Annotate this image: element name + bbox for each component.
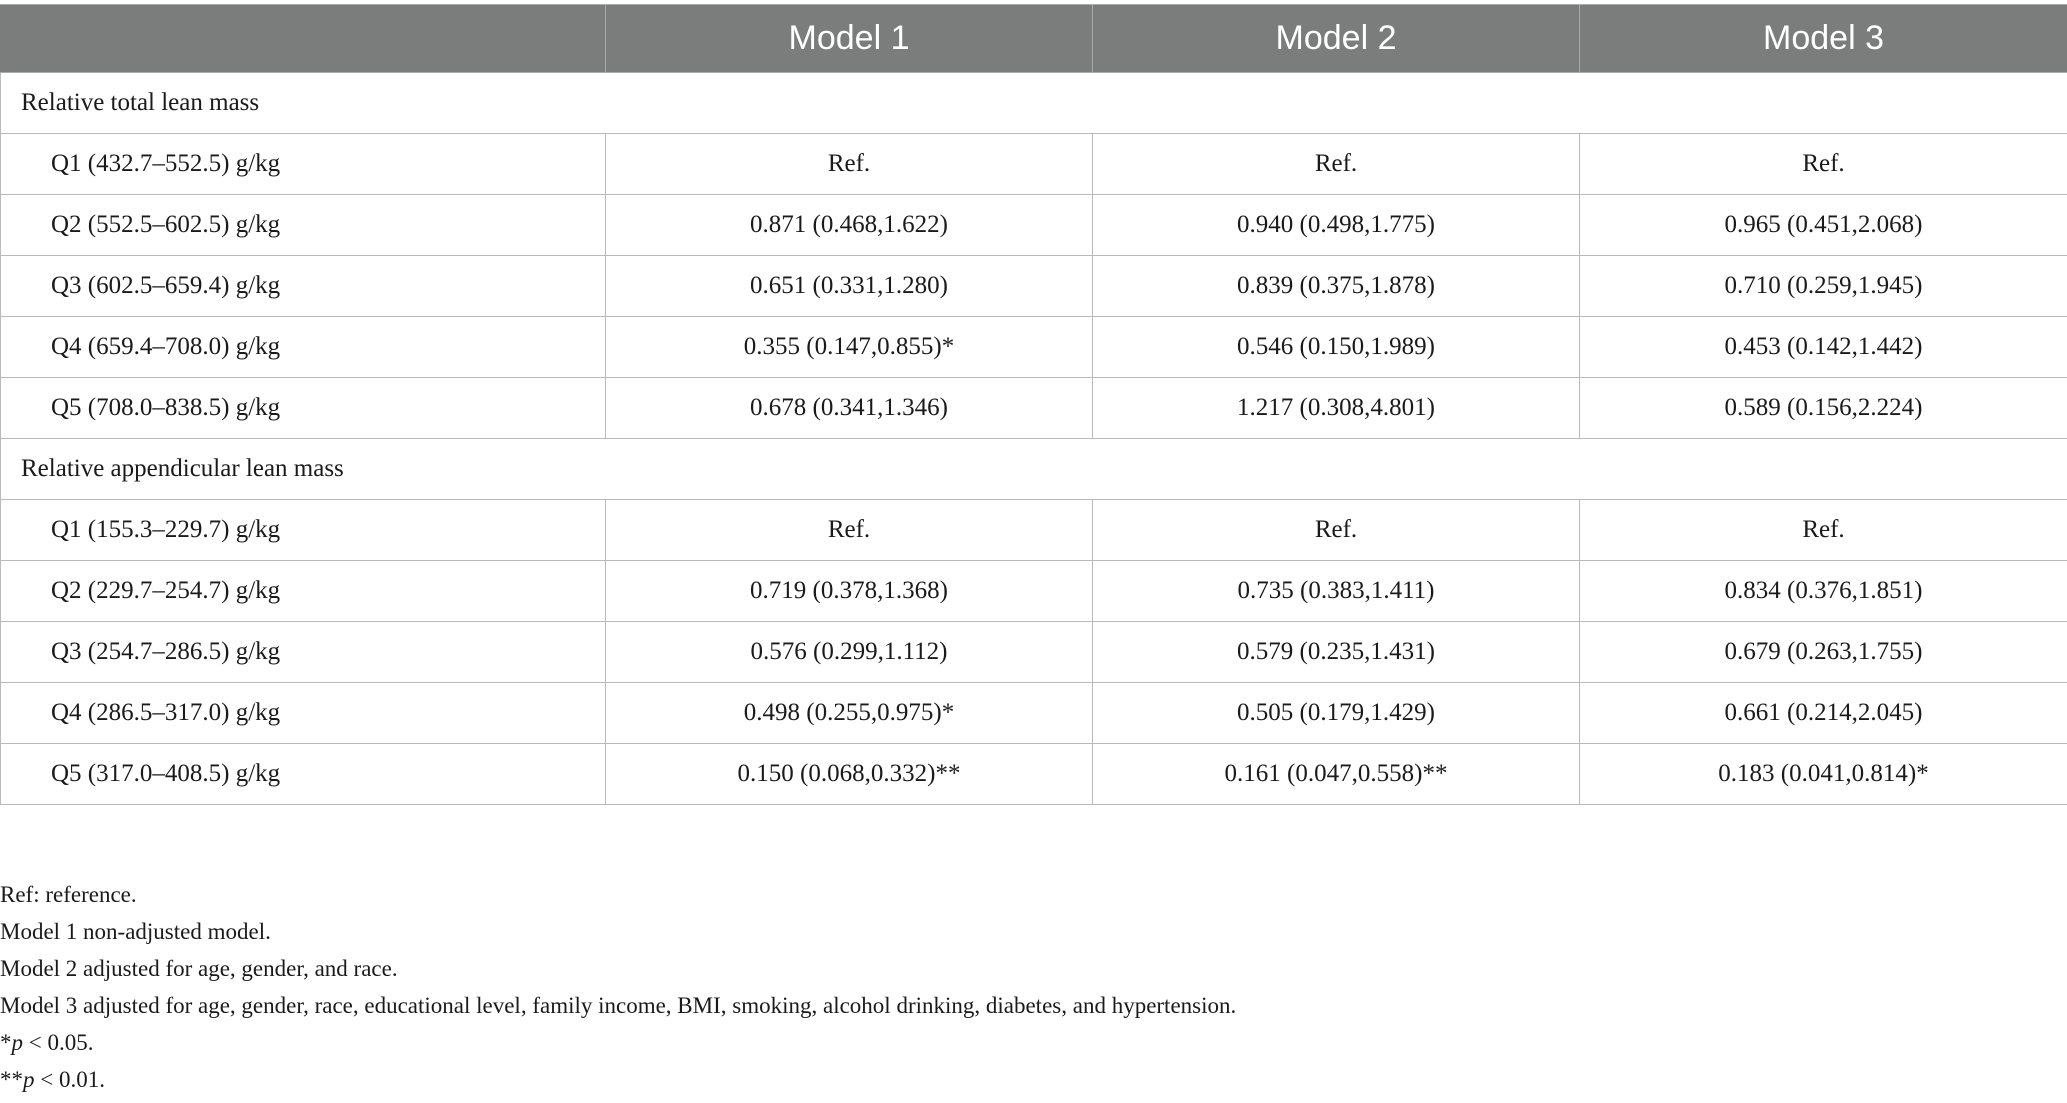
footnote-significance-01 [0, 1061, 1236, 1098]
model-3-value: 0.453 (0.142,1.442) [1580, 317, 2067, 378]
table-row [1, 500, 2067, 561]
row-label: Q4 (659.4–708.0) g/kg [1, 317, 606, 378]
threshold-text: < 0.05. [23, 1030, 94, 1055]
table-row [1, 683, 2067, 744]
model-2-value: 1.217 (0.308,4.801) [1093, 378, 1580, 439]
model-2-value: Ref. [1093, 134, 1580, 195]
table-row [1, 134, 2067, 195]
header-model-1: Model 1 [606, 5, 1093, 73]
results-table-container [0, 4, 2067, 805]
row-label: Q3 (254.7–286.5) g/kg [1, 622, 606, 683]
header-empty [1, 5, 606, 73]
row-label: Q1 (432.7–552.5) g/kg [1, 134, 606, 195]
model-1-value: 0.871 (0.468,1.622) [606, 195, 1093, 256]
header-model-2: Model 2 [1093, 5, 1580, 73]
model-3-value: 0.679 (0.263,1.755) [1580, 622, 2067, 683]
model-1-value: 0.576 (0.299,1.112) [606, 622, 1093, 683]
table-row [1, 317, 2067, 378]
model-2-value: 0.940 (0.498,1.775) [1093, 195, 1580, 256]
header-row [1, 5, 2067, 73]
table-row [1, 195, 2067, 256]
row-label: Q5 (317.0–408.5) g/kg [1, 744, 606, 805]
p-symbol: p [11, 1030, 23, 1055]
model-3-value: 0.661 (0.214,2.045) [1580, 683, 2067, 744]
footnote-model-2: Model 2 adjusted for age, gender, and race. [0, 956, 398, 981]
asterisk-single: * [0, 1030, 12, 1055]
row-label: Q2 (552.5–602.5) g/kg [1, 195, 606, 256]
model-1-value: 0.678 (0.341,1.346) [606, 378, 1093, 439]
table-row [1, 744, 2067, 805]
section-row-appendicular [1, 439, 2067, 500]
footnote-model-1: Model 1 non-adjusted model. [0, 919, 271, 944]
model-3-value: 0.965 (0.451,2.068) [1580, 195, 2067, 256]
model-1-value: 0.651 (0.331,1.280) [606, 256, 1093, 317]
model-2-value: 0.161 (0.047,0.558)** [1093, 744, 1580, 805]
model-2-value: 0.546 (0.150,1.989) [1093, 317, 1580, 378]
threshold-text: < 0.01. [34, 1067, 105, 1092]
section-title: Relative total lean mass [1, 73, 2067, 134]
model-1-value: Ref. [606, 500, 1093, 561]
footnote-significance-05 [0, 1024, 1236, 1061]
model-1-value: Ref. [606, 134, 1093, 195]
asterisk-double: ** [0, 1067, 23, 1092]
model-1-value: 0.355 (0.147,0.855)* [606, 317, 1093, 378]
table-row [1, 256, 2067, 317]
row-label: Q4 (286.5–317.0) g/kg [1, 683, 606, 744]
results-table [0, 4, 2067, 805]
table-row [1, 622, 2067, 683]
section-row-total [1, 73, 2067, 134]
footnotes [0, 876, 1236, 1098]
model-2-value: 0.505 (0.179,1.429) [1093, 683, 1580, 744]
model-3-value: 0.710 (0.259,1.945) [1580, 256, 2067, 317]
header-model-3: Model 3 [1580, 5, 2067, 73]
row-label: Q1 (155.3–229.7) g/kg [1, 500, 606, 561]
model-2-value: 0.839 (0.375,1.878) [1093, 256, 1580, 317]
table-row [1, 378, 2067, 439]
section-title: Relative appendicular lean mass [1, 439, 2067, 500]
footnote-model-3: Model 3 adjusted for age, gender, race, educational level, family income, BMI, smoking, alcohol drinking, diabetes, and hypertension. [0, 993, 1237, 1018]
model-3-value: Ref. [1580, 500, 2067, 561]
model-1-value: 0.498 (0.255,0.975)* [606, 683, 1093, 744]
model-2-value: 0.735 (0.383,1.411) [1093, 561, 1580, 622]
table-row [1, 561, 2067, 622]
model-3-value: Ref. [1580, 134, 2067, 195]
footnote-ref: Ref: reference. [0, 882, 137, 907]
model-3-value: 0.183 (0.041,0.814)* [1580, 744, 2067, 805]
row-label: Q5 (708.0–838.5) g/kg [1, 378, 606, 439]
row-label: Q3 (602.5–659.4) g/kg [1, 256, 606, 317]
model-3-value: 0.589 (0.156,2.224) [1580, 378, 2067, 439]
model-2-value: Ref. [1093, 500, 1580, 561]
row-label: Q2 (229.7–254.7) g/kg [1, 561, 606, 622]
model-3-value: 0.834 (0.376,1.851) [1580, 561, 2067, 622]
model-2-value: 0.579 (0.235,1.431) [1093, 622, 1580, 683]
p-symbol: p [23, 1067, 35, 1092]
model-1-value: 0.719 (0.378,1.368) [606, 561, 1093, 622]
model-1-value: 0.150 (0.068,0.332)** [606, 744, 1093, 805]
